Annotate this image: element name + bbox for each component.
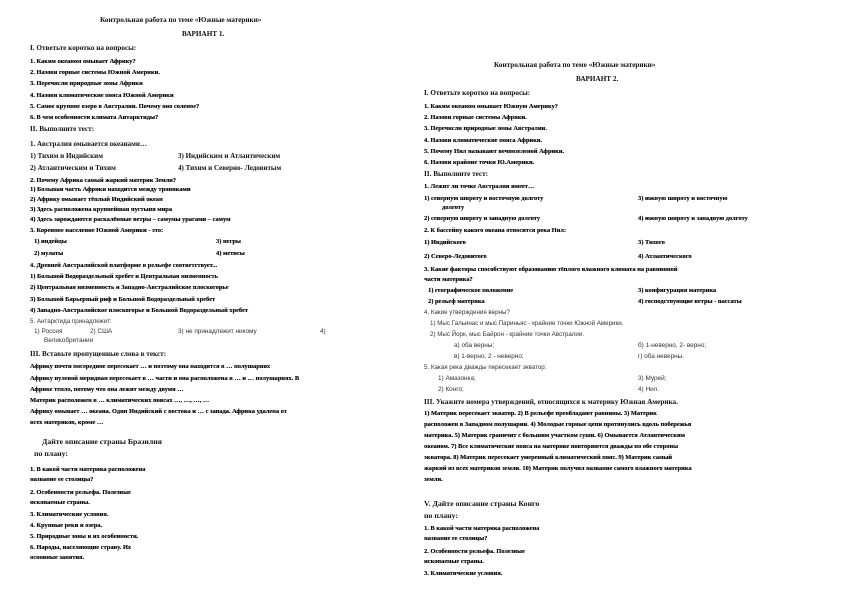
right-s3-line5: экватора. 8) Материк пересекает умеренный климатический пояс. 9) Материк самый xyxy=(424,454,672,461)
left-plan-8: 6. Народы, населяющие страну. Их xyxy=(30,544,132,551)
left-plan-7: 5. Природные зоны и их особенности. xyxy=(30,533,139,540)
left-test3-opt1: 1) индейцы xyxy=(34,238,67,245)
left-fill-line5: Африку омывает … океана. Один Индийский с востока и … с запада. Африка удалена от xyxy=(30,408,287,415)
left-q1-6: 6. В чем особенности климата Антарктиды? xyxy=(30,114,159,121)
right-s3-line2: расположен в Западном полушарии. 4) Молодые горные цепи протянулись вдоль побережья xyxy=(424,421,692,428)
left-test5-opt2: 2) США xyxy=(90,328,113,335)
right-q1-6: 6. Назови крайние точки Ю.Америки. xyxy=(424,159,535,166)
left-test1-opt3: 3) Индийским и Атлантическим xyxy=(178,152,281,160)
right-test2-question: 2. К бассейну какого океана относится река Нил: xyxy=(424,227,566,234)
right-test4-statement2: 2) Мыс Йорк, мыс Байрон - крайние точки Австралии. xyxy=(430,331,585,338)
left-plan-6: 4. Крупные реки и озера. xyxy=(30,522,103,529)
left-plan-4: ископаемые страны. xyxy=(30,499,90,506)
right-test1-opt1: 1) северную широту и восточную долготу xyxy=(424,195,544,202)
right-test5-question: 5. Какая река дважды пересекает экватор: xyxy=(424,364,547,371)
right-title: Контрольная работа по теме «Южные материки» xyxy=(494,61,656,69)
left-test5-opt4: 4) xyxy=(320,328,326,335)
right-section4-heading: V. Дайте описание страны Конго xyxy=(424,499,540,508)
left-test4-opt1: 1) Большой Водораздельный хребет и Центральная низменность xyxy=(30,273,218,280)
left-section3-heading: III. Вставьте пропущенные слова в текст: xyxy=(30,350,167,358)
right-plan-5: 3. Климатические условия. xyxy=(424,570,503,577)
left-section2-heading: II. Выполните тест: xyxy=(30,125,94,133)
right-test4-question: 4. Какие утверждения верны? xyxy=(424,309,510,316)
left-fill-line6: всех материков, кроме … xyxy=(30,419,104,426)
right-plan-3: 2. Особенности рельефа. Полезные xyxy=(424,548,525,555)
right-plan-1: 1. В какой части материка расположена xyxy=(424,525,540,532)
right-section2-heading: II. Выполните тест: xyxy=(424,170,488,178)
right-test5-opt2: 2) Конго; xyxy=(438,386,464,393)
left-test5-opt4-text: Великобритании xyxy=(44,337,94,344)
left-section1-heading: I. Ответьте коротко на вопросы: xyxy=(30,44,137,52)
right-test3-question: 3. Какие факторы способствуют образованию тёплого влажного климата на равнинной xyxy=(424,266,678,273)
right-test4-opt-a: а) оба верны; xyxy=(454,342,495,349)
right-test2-opt1: 1) Индийского xyxy=(424,239,466,246)
right-test4-opt-b: б) 1-неверно, 2- верно; xyxy=(638,342,707,349)
left-fill-line3: Африке тепло, потому что она лежит между двумя … xyxy=(30,386,184,393)
right-q1-1: 1. Каким океаном омывает Южную Америку? xyxy=(424,103,558,110)
left-test5-opt1: 1) Россия xyxy=(34,328,63,335)
left-test1-opt2: 2) Атлантическим и Тихим xyxy=(30,164,116,172)
right-test5-opt3: 3) Мурей; xyxy=(638,375,667,382)
right-test5-opt4: 4) Нил. xyxy=(638,386,660,393)
left-test5-question: 5. Антарктида принадлежит: xyxy=(30,318,112,325)
left-test3-opt4: 4) метисы xyxy=(216,250,245,257)
left-q1-3: 3. Перечисли природные зоны Африки xyxy=(30,80,143,87)
left-test2-opt4: 4) Здесь зарождаются раскалённые ветры – самумы урагами – самум xyxy=(30,216,231,223)
left-test1-opt1: 1) Тихим и Индийским xyxy=(30,152,103,160)
left-variant: ВАРИАНТ 1. xyxy=(182,30,225,38)
left-plan-2: название ее столицы? xyxy=(30,476,94,483)
left-test2-opt3: 3) Здесь расположена крупнейшая пустыня мира xyxy=(30,206,173,213)
left-plan-5: 3. Климатические условия. xyxy=(30,511,109,518)
left-test4-question: 4. Древней Австралийской платформе в рельефе соответствует... xyxy=(30,262,218,269)
left-plan-1: 1. В какой части материка расположена xyxy=(30,466,146,473)
right-section4-sub: по плану: xyxy=(424,511,458,520)
right-q1-2: 2. Назови горные системы Африки. xyxy=(424,114,527,121)
left-test3-opt3: 3) негры xyxy=(216,238,241,245)
left-plan-9: основные занятия. xyxy=(30,554,85,561)
right-test3-opt4: 4) господствующие ветры - пассаты xyxy=(638,298,742,305)
left-q1-1: 1. Каким океаном омывает Африку? xyxy=(30,58,136,65)
left-title: Контрольная работа по теме «Южные материки» xyxy=(100,16,262,24)
right-test4-statement1: 1) Мыс Гальинас и мыс Париньяс - крайние точки Южной Америки. xyxy=(430,320,624,327)
right-section1-heading: I. Ответьте коротко на вопросы: xyxy=(424,89,531,97)
left-q1-2: 2. Назови горные системы Южной Америки. xyxy=(30,69,160,76)
right-test1-opt2: 2) северную широту и западную долготу xyxy=(424,215,540,222)
right-section3-heading: III. Укажите номера утверждений, относящихся к материку Южная Америка. xyxy=(424,398,678,406)
right-q1-4: 4. Назови климатические пояса Африки. xyxy=(424,137,543,144)
left-test2-opt2: 2) Африку омывает тёплый Индийский океан xyxy=(30,196,163,203)
right-test3-question-cont: части материка? xyxy=(424,276,473,283)
right-q1-5: 5. Почему Нил называют вечнозеленой Африки. xyxy=(424,148,565,155)
right-s3-line4: океаном. 7) Все климатические пояса на материке повторяются дважды по обе стороны xyxy=(424,443,678,450)
left-test2-question: 2. Почему Африка самый жаркий материк Земли? xyxy=(30,177,177,184)
right-test2-opt3: 3) Тихого xyxy=(638,239,665,246)
left-fill-line4: Материк расположен в … климатических поясах …, …, …, … xyxy=(30,397,210,404)
right-test1-opt1-cont: долготу xyxy=(442,204,465,211)
left-test1-question: 1. Австралия омывается океанами… xyxy=(30,140,147,148)
right-variant: ВАРИАНТ 2. xyxy=(576,75,619,83)
left-test3-question: 3. Коренное население Южной Америки - это: xyxy=(30,227,164,234)
right-test3-opt1: 1) географическое положение xyxy=(428,287,514,294)
right-test3-opt3: 3) конфигурация материка xyxy=(638,287,717,294)
left-section4-sub: по плану: xyxy=(34,449,68,458)
right-test5-opt1: 1) Амазонка; xyxy=(438,375,476,382)
right-plan-4: ископаемые страны. xyxy=(424,558,484,565)
right-test1-question: 1. Лежит ли точке Австралии имеет… xyxy=(424,183,535,190)
left-q1-5: 5. Самое крупное озеро в Австралии. Почему оно соленое? xyxy=(30,103,200,110)
right-s3-line1: 1) Материк пересекает экватор. 2) В рельефе преобладают равнины. 3) Материк xyxy=(424,410,657,417)
right-test4-opt-v: в) 1-верно, 2 - неверно; xyxy=(454,353,524,360)
left-fill-line1: Африку почти посередине пересекает … и поэтому она находится в … полушариях xyxy=(30,363,271,370)
right-test3-opt2: 2) рельеф материка xyxy=(428,298,485,305)
left-fill-line2: Африку нулевой меридиан пересекает в … части и она расположена в … и … полушариях. В xyxy=(30,375,300,382)
left-test3-opt2: 2) мулаты xyxy=(34,250,64,257)
left-test1-opt4: 4) Тихим и Северно- Ледовитым xyxy=(178,164,282,172)
left-section4-heading: Дайте описание страны Бразилия xyxy=(42,437,162,446)
left-plan-3: 2. Особенности рельефа. Полезные xyxy=(30,489,131,496)
right-test1-opt4: 4) южную широту и западную долготу xyxy=(638,215,748,222)
left-q1-4: 4. Назови климатические пояса Южной Америки xyxy=(30,92,174,99)
right-q1-3: 3. Перечисли природные зоны Австралии. xyxy=(424,125,547,132)
right-s3-line3: материка. 5) Материк граничит с большим участком суши. 6) Омывается Атлантическим xyxy=(424,432,685,439)
right-test2-opt4: 4) Атлантического xyxy=(638,253,692,260)
right-test1-opt3: 3) южную широту и восточную xyxy=(638,195,728,202)
left-test5-opt3: 3) не принадлежит никому xyxy=(178,328,257,335)
right-s3-line7: земли. xyxy=(424,476,443,483)
right-test4-opt-g: г) оба неверны. xyxy=(638,353,685,360)
left-test4-opt3: 3) Большой Барьерный риф и Большой Водораздельный хребет xyxy=(30,296,216,303)
right-plan-2: название ее столицы? xyxy=(424,535,488,542)
left-test4-opt2: 2) Центральная низменность и Западно-Австралийское плоскогорье xyxy=(30,284,229,291)
left-test2-opt1: 1) Большая часть Африки находится между тропиками xyxy=(30,186,191,193)
left-test4-opt4: 4) Западно-Австралийское плоскогорье и Большой Водораздельный хребет xyxy=(30,307,248,314)
right-test2-opt2: 2) Северо-Ледовитого xyxy=(424,253,487,260)
right-s3-line6: жаркий из всех материков земли. 10) Материк получил название самого влажного материка xyxy=(424,465,692,472)
